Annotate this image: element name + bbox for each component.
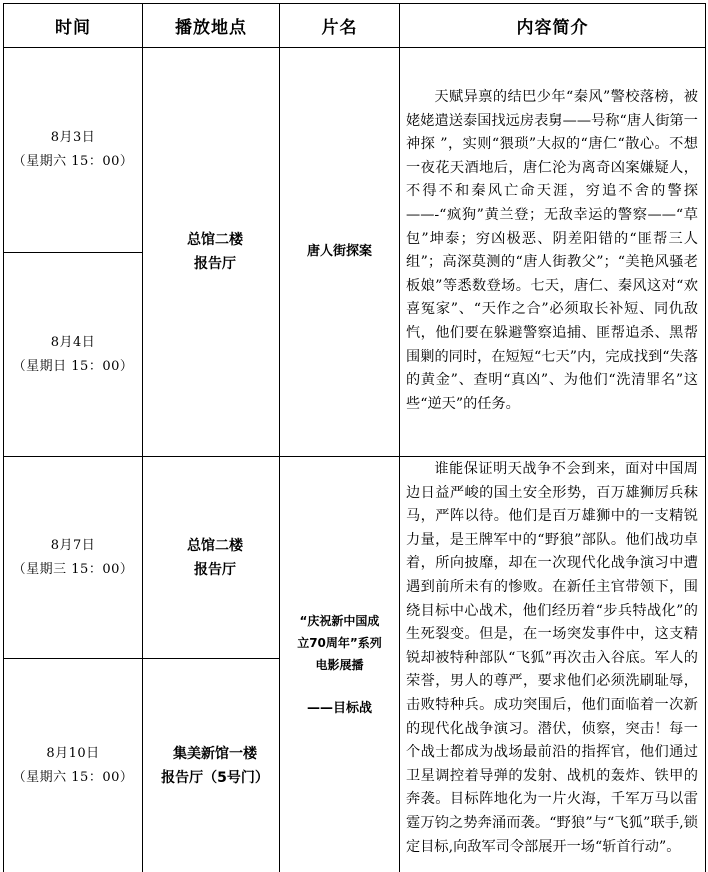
header-summary: 内容简介	[516, 18, 589, 38]
screening-weekday-time: （星期六 15：00）	[12, 154, 134, 169]
screening-date: 8月7日	[50, 537, 96, 553]
venue-cell	[143, 48, 287, 456]
screening-date: 8月4日	[50, 334, 96, 350]
film-series-line: “庆祝新中国成	[299, 613, 380, 628]
time-cell	[4, 253, 142, 456]
film-series-line: 电影展播	[315, 657, 364, 672]
venue-line: 报告厅	[194, 256, 236, 272]
header-time: 时间	[55, 18, 91, 38]
column-divider	[399, 3, 400, 872]
venue-line: 报告厅	[194, 561, 236, 578]
time-cell	[4, 457, 142, 658]
screening-weekday-time: （星期日 15：00）	[12, 358, 134, 374]
time-cell	[4, 48, 142, 252]
film-title-cell	[280, 48, 399, 456]
film-title: ——目标战	[306, 700, 372, 716]
venue-line: 集美新馆一楼	[173, 745, 257, 762]
venue-cell	[143, 659, 287, 872]
film-title-cell	[280, 457, 399, 872]
table-border-right	[705, 3, 706, 872]
film-series-line: 立70周年”系列	[297, 635, 382, 650]
film-summary: 天赋异禀的结巴少年“秦风”警校落榜，被姥姥遣送泰国找远房表舅——号称“唐人街第一神探 ”，实则“猥琐”大叔的“唐仁“散心。不想一夜花天酒地后，唐仁沦为离奇凶案嫌疑人，不得不和秦风亡命天涯，穷追不舍的警探——-“疯狗”黄兰登；无敌幸运的警察——“草包”坤泰；穷凶极恶、阴差阳错的“匪帮三人组”；高深莫测的“唐人街教父”；“美艳风骚老板娘”等悉数登场。七天，唐仁、秦风这对“欢喜冤家”、“天作之合”必须取长补短、同仇敌忾，他们要在躲避警察追捕、匪帮追杀、黑帮围剿的同时，在短短“七天”内，完成找到“失落的黄金”、查明“真凶”、为他们“洗清罪名”这些“逆天”的任务。	[406, 89, 698, 412]
film-summary: 谁能保证明天战争不会到来，面对中国周边日益严峻的国土安全形势，百万雄狮厉兵秣马，严阵以待。他们是百万雄狮中的一支精锐力量，是王牌军中的“野狼”部队。他们战功卓着，所向披靡，却在一次现代化战争演习中遭遇到前所未有的惨败。在新任主官带领下，围绕目标中心战术，他们经历着“步兵特战化”的生死裂变。但是，在一场突发事件中，这支精锐却被特种部队“飞狐”再次击入谷底。军人的荣誉，男人的尊严，要求他们必须洗刷耻辱，击败特种兵。成功突围后，他们面临着一次新的现代化战争演习。潜伏，侦察，突击！每一个战士都成为战场最前沿的指挥官，他们通过卫星调控着导弹的发射、战机的轰炸、铁甲的奔袭。目标阵地化为一片火海，千军万马以雷霆万钧之势奔涌而袭。“野狼”与“飞狐”联手,锁定目标,向敌军司令部展开一场“斩首行动”。	[406, 461, 698, 855]
venue-line: 总馆二楼	[187, 537, 243, 554]
screening-date: 8月10日	[46, 745, 100, 761]
time-cell	[4, 659, 142, 872]
film-title: 唐人街探案	[306, 244, 372, 259]
screening-date: 8月3日	[50, 130, 96, 145]
screening-weekday-time: （星期三 15：00）	[12, 561, 134, 577]
venue-line: 总馆二楼	[187, 232, 243, 248]
screening-weekday-time: （星期六 15：00）	[12, 769, 134, 785]
venue-cell	[143, 457, 287, 658]
header-venue: 播放地点	[175, 18, 247, 38]
header-title: 片名	[321, 18, 358, 38]
venue-line: 报告厅（5号门）	[161, 769, 269, 786]
